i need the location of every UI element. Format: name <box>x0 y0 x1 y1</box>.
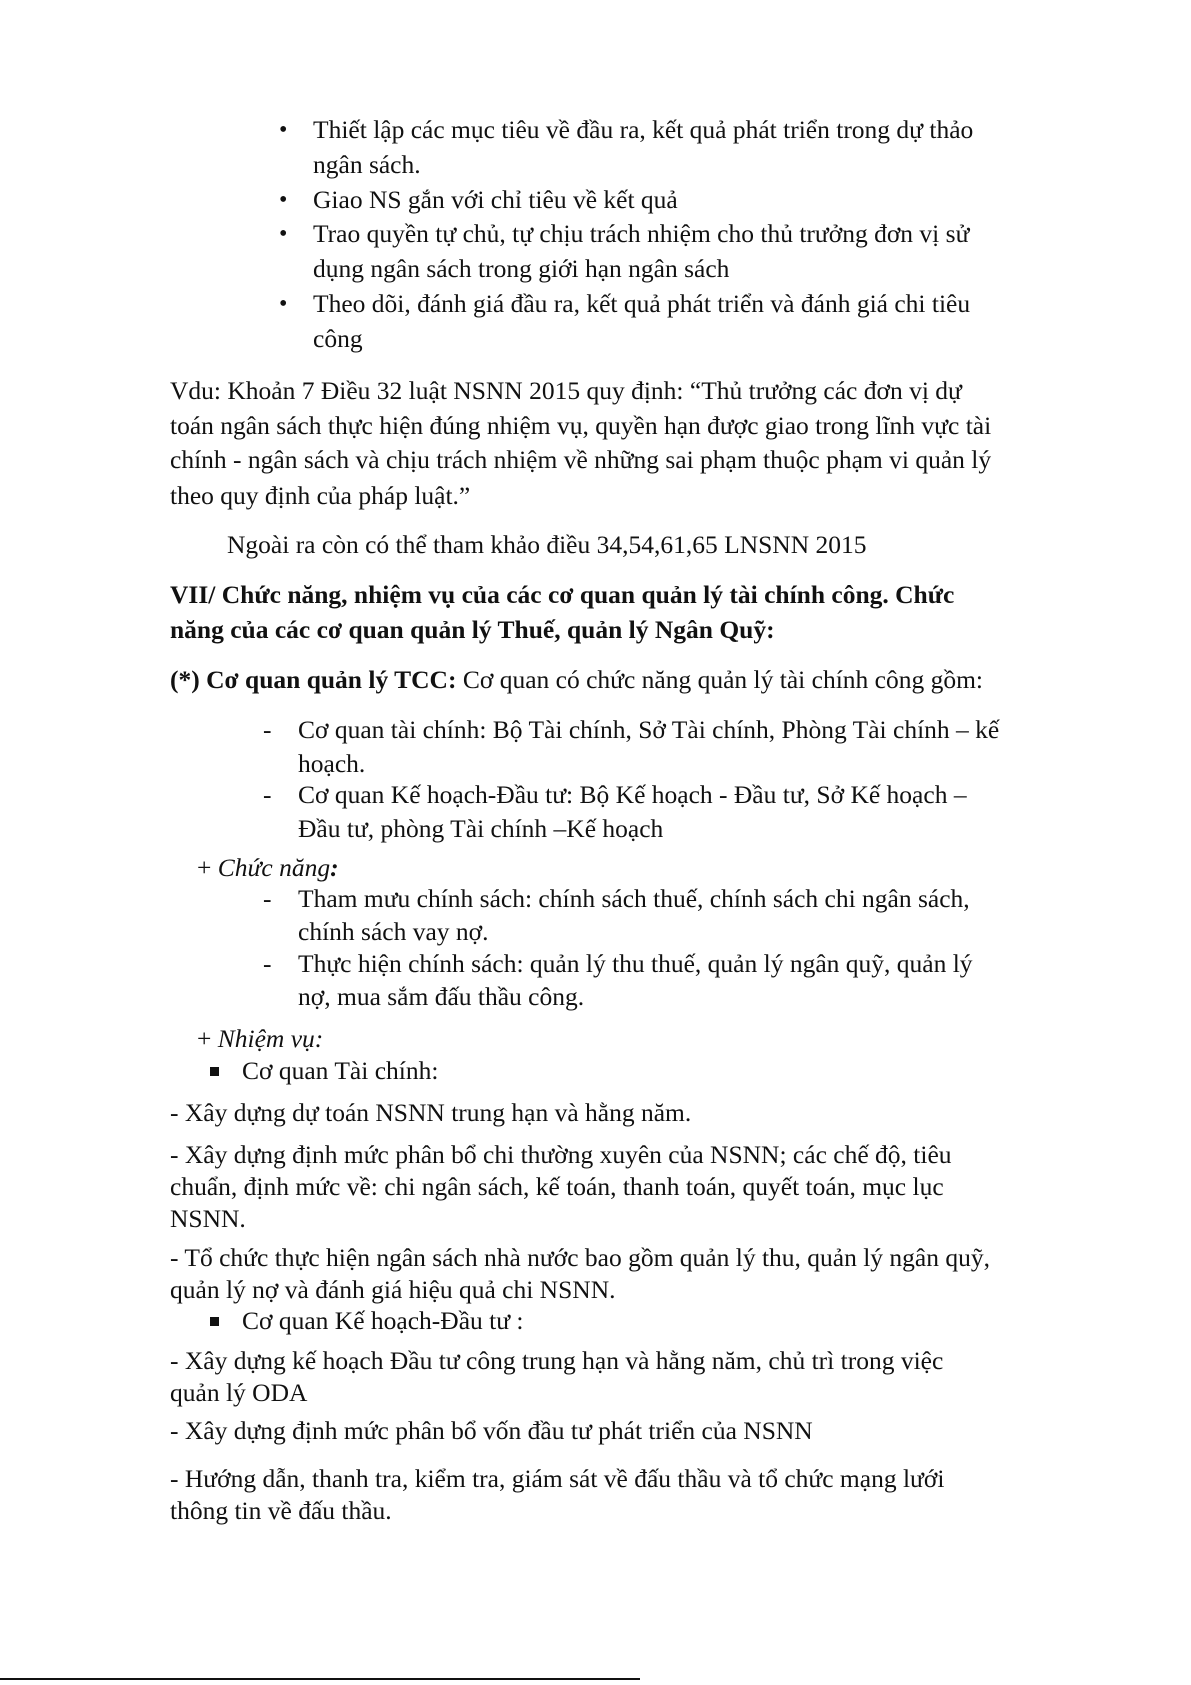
bottom-rule <box>0 1678 640 1680</box>
square-bullet-icon <box>210 1067 219 1076</box>
bullet-dot: • <box>279 187 288 213</box>
function-text: Thực hiện chính sách: quản lý thu thuế, quản lý ngân quỹ, quản lý <box>298 949 973 978</box>
finance-duty-line: quản lý nợ và đánh giá hiệu quả chi NSNN. <box>170 1275 616 1304</box>
duties-heading <box>197 1023 323 1055</box>
dash-marker: - <box>263 715 272 744</box>
duties-heading-prefix: + <box>197 1024 218 1053</box>
agency-text: Đầu tư, phòng Tài chính –Kế hoạch <box>298 814 664 843</box>
bullet-text: Trao quyền tự chủ, tự chịu trách nhiệm cho thủ trưởng đơn vị sử <box>313 219 970 248</box>
bullet-text: Theo dõi, đánh giá đầu ra, kết quả phát triển và đánh giá chi tiêu <box>313 289 971 318</box>
bullet-text: công <box>313 324 363 353</box>
reference-note: Ngoài ra còn có thể tham khảo điều 34,54,61,65 LNSNN 2015 <box>227 530 867 559</box>
tcc-intro-rest: Cơ quan có chức năng quản lý tài chính công gồm: <box>456 665 984 694</box>
bullet-dot: • <box>279 221 288 247</box>
planning-duty-line: - Hướng dẫn, thanh tra, kiểm tra, giám sát về đấu thầu và tổ chức mạng lưới <box>170 1464 945 1493</box>
function-text: Tham mưu chính sách: chính sách thuế, chính sách chi ngân sách, <box>298 884 970 913</box>
planning-duty-line: thông tin về đấu thầu. <box>170 1496 392 1525</box>
tcc-intro-bold: (*) Cơ quan quản lý TCC: <box>170 665 457 694</box>
agency-text: Cơ quan Kế hoạch-Đầu tư: Bộ Kế hoạch - Đầu tư, Sở Kế hoạch – <box>298 780 967 809</box>
duties-heading-label: Nhiệm vụ: <box>217 1024 324 1053</box>
bullet-dot: • <box>279 291 288 317</box>
finance-duty-line: chuẩn, định mức về: chi ngân sách, kế toán, thanh toán, quyết toán, mục lục <box>170 1172 944 1201</box>
functions-heading-prefix: + <box>197 853 218 882</box>
finance-duty-line: - Xây dựng dự toán NSNN trung hạn và hằng năm. <box>170 1098 692 1127</box>
finance-duty-line: NSNN. <box>170 1204 246 1233</box>
section-heading-line: năng của các cơ quan quản lý Thuế, quản lý Ngân Quỹ: <box>170 615 775 644</box>
dash-marker: - <box>263 949 272 978</box>
finance-agency-title: Cơ quan Tài chính: <box>242 1056 439 1085</box>
planning-duty-line: - Xây dựng định mức phân bổ vốn đầu tư phát triển của NSNN <box>170 1416 813 1445</box>
bullet-dot: • <box>279 117 288 143</box>
functions-heading <box>197 852 339 884</box>
function-text: chính sách vay nợ. <box>298 917 489 946</box>
example-paragraph-line: Vdu: Khoản 7 Điều 32 luật NSNN 2015 quy định: “Thủ trưởng các đơn vị dự <box>170 376 962 405</box>
planning-agency-title: Cơ quan Kế hoạch-Đầu tư : <box>242 1306 524 1335</box>
example-paragraph-line: chính - ngân sách và chịu trách nhiệm về những sai phạm thuộc phạm vi quản lý <box>170 445 992 474</box>
agency-text: hoạch. <box>298 749 366 778</box>
bullet-text: ngân sách. <box>313 150 421 179</box>
dash-marker: - <box>263 780 272 809</box>
planning-duty-line: - Xây dựng kế hoạch Đầu tư công trung hạn và hằng năm, chủ trì trong việc <box>170 1346 944 1375</box>
example-paragraph-line: theo quy định của pháp luật.” <box>170 481 471 510</box>
bullet-text: dụng ngân sách trong giới hạn ngân sách <box>313 254 730 283</box>
agency-text: Cơ quan tài chính: Bộ Tài chính, Sở Tài chính, Phòng Tài chính – kế <box>298 715 1000 744</box>
finance-duty-line: - Tổ chức thực hiện ngân sách nhà nước bao gồm quản lý thu, quản lý ngân quỹ, <box>170 1243 990 1272</box>
finance-duty-line: - Xây dựng định mức phân bổ chi thường xuyên của NSNN; các chế độ, tiêu <box>170 1140 952 1169</box>
dash-marker: - <box>263 884 272 913</box>
section-heading-line: VII/ Chức năng, nhiệm vụ của các cơ quan quản lý tài chính công. Chức <box>170 580 955 609</box>
functions-heading-colon: : <box>330 853 339 882</box>
functions-heading-label: Chức năng <box>217 853 331 882</box>
bullet-text: Giao NS gắn với chỉ tiêu về kết quả <box>313 185 678 214</box>
tcc-intro <box>170 664 983 696</box>
function-text: nợ, mua sắm đấu thầu công. <box>298 982 585 1011</box>
bullet-text: Thiết lập các mục tiêu về đầu ra, kết quả phát triển trong dự thảo <box>313 115 974 144</box>
example-paragraph-line: toán ngân sách thực hiện đúng nhiệm vụ, quyền hạn được giao trong lĩnh vực tài <box>170 411 992 440</box>
square-bullet-icon <box>210 1317 219 1326</box>
planning-duty-line: quản lý ODA <box>170 1378 308 1407</box>
